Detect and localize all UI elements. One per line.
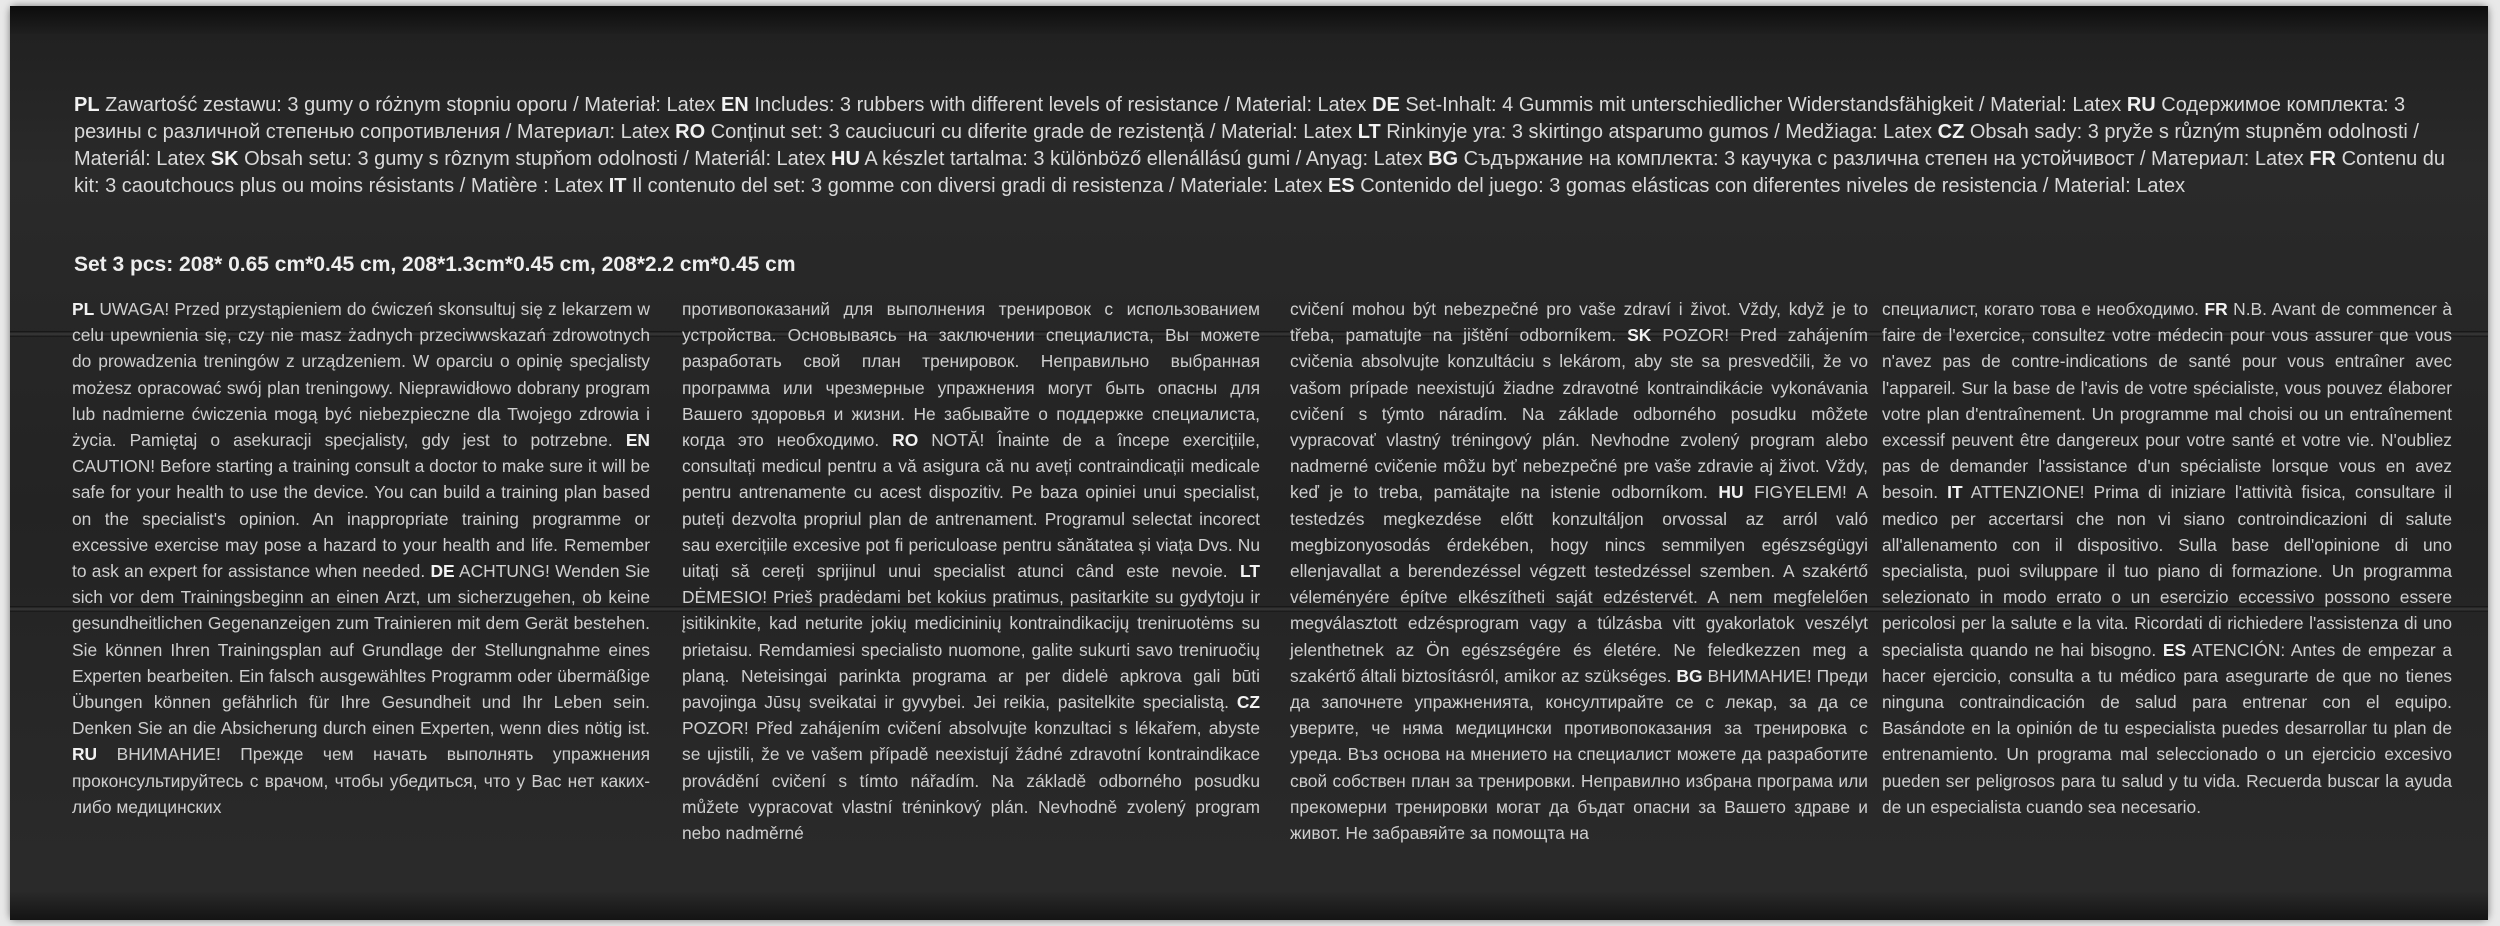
language-text: ACHTUNG! Wenden Sie sich vor dem Trainingsbeginn an einen Arzt, um sicherzugehen, ob keine gesundheitlichen Gegenanzeigen zum Trainieren mit dem Gerät bestehen. Sie können Ihren Trainingsplan auf Grundlage der Stellungnahme eines Experten bearbeiten. Ein falsch ausgewähltes Programm oder übermäßige Übungen können gefährlich für Ihre Gesundheit und Ihr Leben sein. Denken Sie an die Absicherung durch einen Experten, wenn dies nötig ist.: [72, 561, 650, 739]
language-code: LT: [1357, 121, 1381, 143]
language-code: FR: [2204, 299, 2228, 319]
language-code: SK: [1627, 325, 1652, 346]
language-text: Set-Inhalt: 4 Gummis mit unterschiedlicher Widerstandsfähigkeit / Material: Latex: [1405, 94, 2122, 116]
language-text: N.B. Avant de commencer à faire de l'exercice, consultez votre médecin pour vous assurer que vous n'avez pas de contre-indications de santé pour vous entraîner avec l'appareil. Sur la base de l'avis de votre spécialiste, vous pouvez élaborer votre plan d'entraînement. Un programme mal choisi ou un entraînement excessif peuvent être dangereux pour votre santé et votre vie. N'oubliez pas de demander l'assistance d'un spécialiste lorsque vous en avez besoin.: [1882, 299, 2452, 503]
language-text: Obsah sady: 3 pryže s různým stupněm odolnosti / Materiál: Latex: [74, 121, 2419, 170]
language-text: Zawartość zestawu: 3 gumy o różnym stopniu oporu / Materiał: Latex: [105, 94, 716, 116]
language-code: SK: [210, 148, 239, 170]
language-text: CAUTION! Before starting a training consult a doctor to make sure it will be safe for your health to use the device. You can build a training plan based on the specialist's opinion. An inappropriate training programme or excessive exercise may pose a hazard to your health and life. Remember to ask an expert for assistance when needed.: [72, 456, 650, 582]
language-text: UWAGA! Przed przystąpieniem do ćwiczeń skonsultuj się z lekarzem w celu upewnienia się, czy nie masz żadnych przeciwwskazań zdrowotnych do prowadzenia treningów z urządzeniem. W oparciu o opinię specjalisty możesz opracować swój plan treningowy. Nieprawidłowo dobrany program lub nadmierne ćwiczenia mogą być niebezpieczne dla Twojego zdrowia i życia. Pamiętaj o asekuracji specjalisty, gdy jest to potrzebne.: [72, 299, 650, 451]
language-text: ВНИМАНИЕ! Преди да започнете упражненията, консултирайте се с лекар, за да се уверите, че няма медицински противопоказания за тренировка с уреда. Въз основа на мнението на специалист можете да разработите свой собствен план за тренировки. Неправилно избрана програма или прекомерни тренировки могат да бъдат опасни за Вашето здраве и живот. Не забравяйте за помощта на: [1290, 665, 1868, 844]
language-code: DE: [430, 561, 455, 582]
language-code: RU: [72, 744, 98, 765]
language-text: Contenido del juego: 3 gomas elásticas con diferentes niveles de resistencia / Material: Latex: [1360, 175, 2186, 197]
language-code: HU: [1718, 482, 1744, 503]
language-code: IT: [1947, 482, 1963, 503]
language-code: BG: [1676, 665, 1703, 686]
language-text: Includes: 3 rubbers with different levels of resistance / Material: Latex: [754, 94, 1367, 116]
language-code: EN: [720, 94, 749, 116]
language-text: специалист, когато това е необходимо.: [1882, 299, 2199, 319]
language-code: DE: [1372, 94, 1400, 116]
language-code: CZ: [1937, 121, 1965, 143]
product-box-back: [10, 6, 2488, 920]
language-text: Содержимое комплекта: 3 резины с различной степенью сопротивления / Материал: Latex: [74, 94, 2406, 143]
language-text: POZOR! Pred zahájením cvičenia absolvujte konzultáciu s lekárom, aby ste sa presvedčili, že vo vašom prípade neexistujú žiadne zdravotné kontraindikácie vykonávania cvičení s týmto náradím. Na základe odborného posudku môžete vypracovať vlastný tréningový plán. Nevhodne zvolený program alebo nadmerné cvičenie môžu byť nebezpečné pre vaše zdravie aj život. Vždy, keď je to treba, pamätajte na istenie odborníkom.: [1290, 325, 1868, 503]
language-code: LT: [1240, 561, 1260, 582]
language-code: BG: [1428, 148, 1459, 170]
language-code: HU: [831, 148, 860, 170]
language-text: Съдържание на комплекта: 3 каучука с различна степен на устойчивост / Материал: Latex: [1463, 148, 2304, 170]
language-code: IT: [608, 175, 627, 197]
language-code: RO: [892, 430, 919, 451]
language-code: FR: [2309, 148, 2337, 170]
language-code: PL: [74, 94, 100, 116]
language-text: POZOR! Před zahájením cvičení absolvujte konzultaci s lékařem, abyste se ujistili, že ve vašem případě neexistují žádné zdravotní kontraindikace provádění cvičení s tímto nářadím. Na základě odborného posudku můžete vypracovat vlastní tréninkový plán. Nevhodně zvolený program nebo nadměrné: [682, 718, 1260, 844]
warning-column-4: [1882, 296, 2452, 817]
language-code: RU: [2126, 94, 2156, 116]
warning-column-2: [682, 296, 1260, 844]
language-text: ВНИМАНИЕ! Прежде чем начать выполнять упражнения проконсультируйтесь с врачом, чтобы убедиться, что у Вас нет каких-либо медицинских: [72, 744, 650, 817]
language-text: Il contenuto del set: 3 gomme con diversi gradi di resistenza / Materiale: Latex: [632, 175, 1323, 197]
size-specification: Set 3 pcs: 208* 0.65 cm*0.45 cm, 208*1.3cm*0.45 cm, 208*2.2 cm*0.45 cm: [74, 253, 796, 276]
warning-column-3: [1290, 296, 1868, 844]
warning-column-1: [72, 296, 650, 817]
language-code: PL: [72, 299, 95, 319]
language-text: противопоказаний для выполнения тренировок с использованием устройства. Основываясь на заключении специалиста, Вы можете разработать свой план тренировок. Неправильно выбранная программа или чрезмерные упражнения могут быть опасны для Вашего здоровья и жизни. Не забывайте о поддержке специалиста, когда это необходимо.: [682, 299, 1260, 451]
contents-header: [74, 92, 2454, 200]
language-code: ES: [2162, 639, 2187, 660]
language-code: RO: [675, 121, 706, 143]
language-text: DĖMESIO! Prieš pradėdami bet kokius pratimus, pasitarkite su gydytoju ir įsitikinkite, kad neturite jokių medicininių kontraindikacijų treniruotėms su prietaisu. Remdamiesi specialisto nuomone, galite sukurti savo treniruočių planą. Neteisingai parinkta programa ar per didelė apkrova gali būti pavojinga Jūsų sveikatai ir gyvybei. Jei reikia, pasitelkite specialistą.: [682, 587, 1260, 713]
language-text: Obsah setu: 3 gumy s rôznym stupňom odolnosti / Materiál: Latex: [244, 148, 826, 170]
language-code: ES: [1327, 175, 1355, 197]
box-bottom-edge: [10, 890, 2488, 920]
language-text: NOTĂ! Înainte de a începe exercițiile, consultați medicul pentru a vă asigura că nu aveți contraindicații medicale pentru antrenamente cu acest dispozitiv. Pe baza opiniei unui specialist, puteți dezvolta propriul plan de antrenament. Programul selectat incorect sau exercițiile excesive pot fi periculoase pentru sănătatea și viața Dvs. Nu uitați să cereți sprijinul unui specialist atunci când este nevoie.: [682, 430, 1260, 582]
language-text: Contenu du kit: 3 caoutchoucs plus ou moins résistants / Matière : Latex: [74, 148, 2445, 197]
language-text: ATTENZIONE! Prima di iniziare l'attività fisica, consultare il medico per accertarsi che non vi siano controindicazioni di salute all'allenamento con il dispositivo. Sulla base dell'opinione di uno specialista, puoi sviluppare il tuo piano di formazione. Un programma selezionato in modo errato o un esercizio eccessivo possono essere pericolosi per la salute e la vita. Ricordati di richiedere l'assistenza di uno specialista quando ne hai bisogno.: [1882, 482, 2452, 660]
language-code: EN: [625, 430, 650, 451]
box-lid-edge: [10, 6, 2488, 34]
language-text: Conținut set: 3 cauciucuri cu diferite grade de rezistență / Material: Latex: [710, 121, 1353, 143]
language-text: cvičení mohou být nebezpečné pro vaše zdraví i život. Vždy, když je to třeba, pamatujte na jištění odborníkem.: [1290, 299, 1868, 346]
language-code: CZ: [1236, 692, 1260, 713]
language-text: Rinkinyje yra: 3 skirtingo atsparumo gumos / Medžiaga: Latex: [1386, 121, 1933, 143]
language-text: FIGYELEM! A testedzés megkezdése előtt konzultáljon orvossal az arról való megbizonyosodás érdekében, hogy nincs semmilyen egészségügyi ellenjavallat a berendezéssel végzett testedzéssel szemben. A szakértő véleményére építve elkészítheti saját edzéstervét. A nem megfelelően megválasztott edzésprogram vagy a túlzásba vitt gyakorlatok veszélyt jelenthetnek az Ön egészségére és életére. Ne feledkezzen meg a szakértő általi biztosításról, amikor az szükséges.: [1290, 482, 1868, 686]
language-text: A készlet tartalma: 3 különböző ellenállású gumi / Anyag: Latex: [864, 148, 1423, 170]
language-text: ATENCIÓN: Antes de empezar a hacer ejercicio, consulta a tu médico para asegurarte de que no tienes ninguna contraindicación de salud para entrenar con el equipo. Basándote en la opinión de tu especialista puedes desarrollar tu plan de entrenamiento. Un programa mal seleccionado o un ejercicio excesivo pueden ser peligrosos para tu salud y tu vida. Recuerda buscar la ayuda de un especialista cuando sea necesario.: [1882, 639, 2452, 817]
